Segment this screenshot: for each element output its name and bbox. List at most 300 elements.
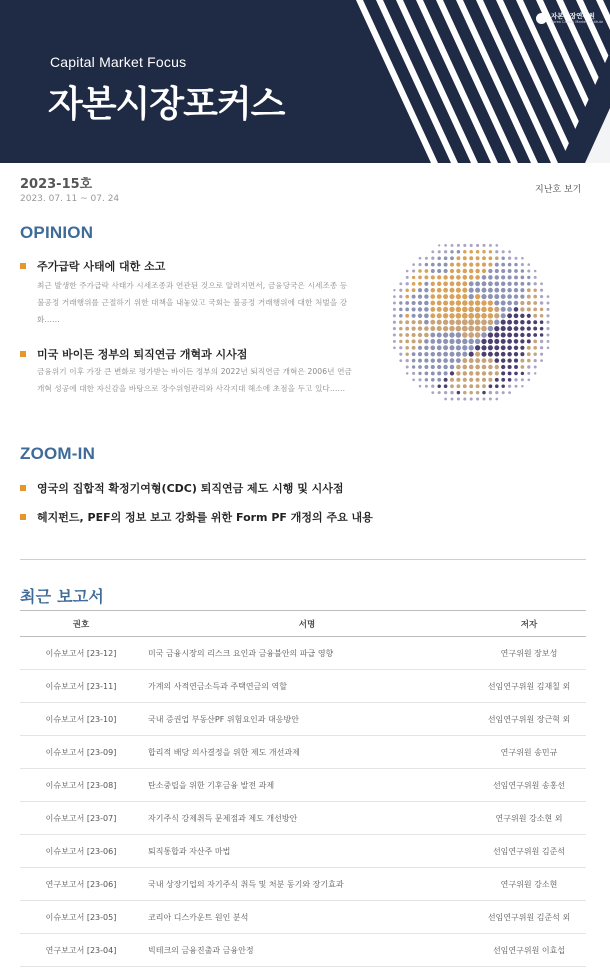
opinion-item-title-1[interactable]: 주가급락 사태에 대한 소고 bbox=[37, 260, 166, 273]
globe-dot bbox=[405, 301, 409, 305]
globe-dot bbox=[462, 326, 468, 332]
globe-dot bbox=[450, 275, 455, 280]
globe-dot bbox=[431, 352, 435, 356]
globe-dot bbox=[502, 250, 505, 253]
globe-dot bbox=[495, 371, 499, 375]
globe-dot bbox=[437, 263, 441, 267]
previous-issue-link[interactable]: 지난호 보기 bbox=[535, 185, 582, 195]
table-row[interactable] bbox=[20, 670, 586, 703]
globe-dot bbox=[463, 244, 466, 247]
globe-dot bbox=[501, 339, 506, 344]
globe-dot bbox=[534, 276, 537, 279]
globe-dot bbox=[468, 332, 474, 338]
globe-dot bbox=[514, 339, 519, 344]
globe-dot bbox=[540, 359, 543, 362]
globe-dot bbox=[393, 314, 396, 317]
globe-dot bbox=[488, 358, 493, 363]
globe-dot bbox=[456, 269, 460, 273]
globe-dot bbox=[462, 358, 467, 363]
globe-dot bbox=[431, 378, 435, 382]
globe-dot bbox=[418, 301, 422, 305]
globe-dot bbox=[508, 371, 512, 375]
globe-dot bbox=[475, 313, 481, 319]
globe-dot bbox=[444, 391, 447, 394]
globe-dot bbox=[468, 326, 474, 332]
globe-dot bbox=[393, 333, 396, 336]
globe-dot bbox=[456, 358, 461, 363]
globe-dot bbox=[507, 345, 512, 350]
globe-dot bbox=[475, 358, 480, 363]
report-number: 연구보고서 [23-06] bbox=[20, 868, 142, 901]
globe-dot bbox=[431, 371, 435, 375]
globe-dot bbox=[462, 365, 467, 370]
globe-dot bbox=[488, 269, 492, 273]
globe-dot bbox=[475, 319, 481, 325]
globe-dot bbox=[456, 263, 460, 267]
globe-dot bbox=[418, 282, 422, 286]
globe-dot bbox=[430, 339, 435, 344]
report-number: 이슈보고서 [23-06] bbox=[20, 835, 142, 868]
globe-dot bbox=[393, 302, 396, 305]
globe-dot bbox=[437, 326, 442, 331]
globe-dot bbox=[469, 365, 474, 370]
table-row[interactable] bbox=[20, 736, 586, 769]
globe-dot bbox=[476, 391, 480, 395]
globe-dot bbox=[418, 320, 422, 324]
globe-dot bbox=[533, 333, 537, 337]
globe-dot bbox=[450, 378, 454, 382]
globe-dot bbox=[412, 352, 416, 356]
report-number: 이슈보고서 [23-10] bbox=[20, 703, 142, 736]
globe-dot bbox=[437, 358, 441, 362]
zoomin-item-title-1[interactable]: 영국의 집합적 확정기여형(CDC) 퇴직연금 제도 시행 및 시사점 bbox=[37, 482, 344, 495]
report-title[interactable]: 가계의 사적연금소득과 주택연금의 역할 bbox=[142, 670, 472, 703]
globe-dot bbox=[405, 295, 409, 299]
bullet-icon bbox=[20, 351, 26, 357]
globe-dot bbox=[475, 352, 480, 357]
globe-dot bbox=[450, 371, 454, 375]
recent-reports-table bbox=[20, 610, 586, 967]
globe-dot bbox=[481, 294, 486, 299]
globe-dot bbox=[527, 339, 531, 343]
opinion-item-title-2[interactable]: 미국 바이든 정부의 퇴직연금 개혁과 시사점 bbox=[37, 348, 248, 361]
globe-dot bbox=[488, 294, 493, 299]
globe-dot bbox=[508, 257, 511, 260]
globe-dot bbox=[418, 359, 422, 363]
globe-dot bbox=[534, 372, 536, 374]
globe-dot bbox=[533, 301, 537, 305]
globe-dot bbox=[450, 384, 454, 388]
globe-dot bbox=[527, 352, 531, 356]
globe-dot bbox=[507, 339, 512, 344]
globe-dot bbox=[521, 263, 524, 266]
globe-dot bbox=[489, 398, 492, 401]
globe-dot bbox=[527, 288, 531, 292]
globe-dot bbox=[501, 352, 506, 357]
globe-dot bbox=[449, 339, 454, 344]
globe-dot bbox=[494, 320, 499, 325]
globe-dot bbox=[437, 384, 440, 387]
globe-dot bbox=[449, 345, 454, 350]
globe-dot bbox=[393, 340, 396, 343]
globe-dot bbox=[482, 269, 486, 273]
report-title[interactable]: 자기주식 강제취득 문제점과 제도 개선방안 bbox=[142, 802, 472, 835]
globe-dot bbox=[450, 256, 454, 260]
table-row[interactable] bbox=[20, 901, 586, 934]
globe-dot bbox=[507, 352, 511, 356]
globe-dot bbox=[514, 346, 518, 350]
globe-dot bbox=[488, 300, 493, 305]
globe-dot bbox=[501, 282, 505, 286]
globe-dot bbox=[482, 391, 485, 394]
globe-dot bbox=[393, 346, 396, 349]
globe-dot bbox=[456, 339, 461, 344]
globe-dot bbox=[514, 301, 519, 306]
globe-dot bbox=[456, 345, 461, 350]
globe-dot bbox=[450, 263, 454, 267]
globe-dot bbox=[430, 301, 435, 306]
newsletter-korean-title: 자본시장포커스 bbox=[48, 84, 285, 125]
globe-dot bbox=[412, 359, 416, 363]
globe-dot bbox=[521, 372, 524, 375]
globe-dot bbox=[443, 332, 448, 337]
globe-dot bbox=[495, 250, 498, 253]
globe-dot bbox=[470, 244, 473, 247]
globe-dot bbox=[393, 308, 396, 311]
globe-dot bbox=[475, 269, 479, 273]
globe-dot bbox=[501, 378, 505, 382]
globe-dot bbox=[424, 359, 428, 363]
globe-dot bbox=[520, 359, 524, 363]
globe-dot bbox=[431, 365, 435, 369]
globe-dot bbox=[399, 301, 402, 304]
globe-dot bbox=[412, 320, 416, 324]
logo-en-text: Korea Capital Market Institute bbox=[551, 19, 604, 24]
globe-dot bbox=[475, 307, 481, 313]
globe-dot bbox=[481, 313, 487, 319]
report-title[interactable]: 국내 증권업 부동산PF 위험요인과 대응방안 bbox=[142, 703, 472, 736]
globe-dot bbox=[469, 263, 473, 267]
globe-dot bbox=[450, 365, 455, 370]
section-divider bbox=[20, 559, 586, 560]
globe-dot bbox=[463, 371, 467, 375]
globe-dot bbox=[521, 257, 524, 260]
globe-dot bbox=[450, 288, 455, 293]
report-title[interactable]: 합리적 배당 의사결정을 위한 제도 개선과제 bbox=[142, 736, 472, 769]
globe-dot bbox=[475, 300, 480, 305]
globe-dot bbox=[507, 294, 512, 299]
table-row[interactable] bbox=[20, 769, 586, 802]
globe-dot bbox=[444, 371, 448, 375]
globe-dot bbox=[533, 327, 537, 331]
globe-dot bbox=[456, 371, 460, 375]
globe-dot bbox=[431, 250, 434, 253]
globe-dot bbox=[521, 365, 525, 369]
globe-dot bbox=[405, 352, 408, 355]
globe-dot bbox=[443, 288, 448, 293]
globe-dot bbox=[514, 333, 519, 338]
globe-dot bbox=[476, 263, 480, 267]
globe-dot bbox=[463, 391, 467, 395]
globe-dot bbox=[399, 295, 402, 298]
globe-dot bbox=[533, 320, 537, 324]
table-row[interactable] bbox=[20, 637, 586, 670]
globe-dot bbox=[476, 250, 480, 254]
globe-dot bbox=[468, 307, 474, 313]
globe-dot bbox=[437, 288, 442, 293]
globe-dot bbox=[540, 346, 543, 349]
globe-dot bbox=[488, 307, 493, 312]
globe-dot bbox=[488, 263, 492, 267]
globe-dot bbox=[521, 269, 524, 272]
globe-dot bbox=[469, 288, 474, 293]
globe-dot bbox=[443, 326, 448, 331]
globe-dot bbox=[481, 345, 486, 350]
globe-dot bbox=[507, 320, 512, 325]
globe-dot bbox=[540, 295, 543, 298]
globe-dot bbox=[501, 275, 505, 279]
globe-dot bbox=[489, 250, 492, 253]
globe-dot bbox=[430, 326, 435, 331]
bullet-icon bbox=[20, 485, 26, 491]
globe-dot bbox=[527, 269, 530, 272]
globe-dot bbox=[443, 313, 448, 318]
globe-dot bbox=[462, 352, 467, 357]
globe-dot bbox=[495, 263, 499, 267]
table-row[interactable] bbox=[20, 835, 586, 868]
globe-dot bbox=[514, 326, 519, 331]
globe-dot bbox=[494, 352, 499, 357]
issue-info bbox=[20, 173, 119, 204]
globe-dot bbox=[520, 288, 524, 292]
globe-dot bbox=[514, 352, 518, 356]
institute-logo[interactable] bbox=[536, 13, 603, 24]
globe-dot bbox=[450, 358, 455, 363]
globe-dot bbox=[449, 307, 454, 312]
report-author: 연구위원 장보성 bbox=[472, 637, 586, 670]
globe-dot bbox=[527, 365, 530, 368]
globe-dot bbox=[476, 384, 480, 388]
globe-dot bbox=[463, 250, 467, 254]
globe-dot bbox=[430, 307, 435, 312]
globe-dot bbox=[481, 300, 486, 305]
column-header-number: 권호 bbox=[20, 611, 142, 637]
globe-dot bbox=[443, 300, 448, 305]
globe-dot bbox=[443, 339, 448, 344]
globe-dot bbox=[488, 371, 492, 375]
table-row[interactable] bbox=[20, 802, 586, 835]
globe-dot bbox=[507, 282, 511, 286]
zoomin-item-title-2[interactable]: 헤지펀드, PEF의 정보 보고 강화를 위한 Form PF 개정의 주요 내용 bbox=[37, 511, 373, 524]
globe-dot bbox=[475, 288, 480, 293]
globe-dot bbox=[405, 327, 409, 331]
globe-dot bbox=[463, 378, 467, 382]
globe-dot bbox=[534, 366, 537, 369]
globe-dot bbox=[527, 372, 530, 375]
globe-dot bbox=[527, 282, 531, 286]
globe-dot bbox=[469, 391, 473, 395]
globe-dot bbox=[412, 295, 416, 299]
globe-dot bbox=[494, 307, 499, 312]
table-row[interactable] bbox=[20, 868, 586, 901]
globe-dot bbox=[534, 359, 537, 362]
globe-dot bbox=[514, 263, 517, 266]
globe-dot bbox=[462, 319, 468, 325]
globe-dot bbox=[412, 263, 415, 266]
globe-dot bbox=[425, 378, 428, 381]
globe-dot bbox=[540, 314, 544, 318]
globe-dot bbox=[475, 339, 480, 344]
globe-dot bbox=[481, 307, 487, 313]
globe-dot bbox=[406, 372, 409, 375]
globe-dot bbox=[521, 276, 525, 280]
globe-dot bbox=[449, 300, 454, 305]
opinion-item-body-1: 최근 발생한 주가급락 사태가 시세조종과 연관된 것으로 알려지면서, 금융당국은 시세조종 등 불공정 거래행위를 근절하기 위한 대책을 내놓았고 국회는 불공정 거래행위에 대한 처벌을 강화…… bbox=[37, 281, 348, 324]
globe-dot bbox=[406, 270, 409, 273]
globe-dot bbox=[508, 378, 512, 382]
globe-dot bbox=[489, 244, 492, 247]
globe-dot bbox=[450, 352, 455, 357]
report-title[interactable]: 코리아 디스카운트 원인 분석 bbox=[142, 901, 472, 934]
globe-dot bbox=[489, 391, 492, 394]
globe-dot bbox=[469, 269, 473, 273]
report-title[interactable]: 탄소중립을 위한 기후금융 발전 과제 bbox=[142, 769, 472, 802]
globe-dot bbox=[508, 391, 511, 394]
globe-dot bbox=[514, 269, 518, 273]
globe-dot bbox=[443, 352, 448, 357]
globe-dot bbox=[399, 359, 402, 362]
globe-dot bbox=[444, 384, 448, 388]
globe-dot bbox=[424, 326, 429, 331]
globe-dot bbox=[501, 313, 506, 318]
header-banner bbox=[0, 0, 610, 163]
globe-dot bbox=[437, 301, 442, 306]
globe-dot bbox=[419, 257, 422, 260]
report-title[interactable]: 퇴직통합과 자산주 마법 bbox=[142, 835, 472, 868]
globe-dot bbox=[456, 313, 462, 319]
globe-dot bbox=[469, 384, 473, 388]
globe-dot bbox=[425, 385, 428, 388]
globe-dot bbox=[393, 295, 396, 298]
column-header-author: 저자 bbox=[472, 611, 586, 637]
globe-dot bbox=[456, 332, 462, 338]
globe-dot bbox=[482, 358, 487, 363]
globe-dot bbox=[507, 313, 512, 318]
globe-dot bbox=[482, 384, 486, 388]
globe-dot bbox=[462, 288, 467, 293]
globe-dot bbox=[469, 256, 473, 260]
globe-dot bbox=[437, 269, 441, 273]
globe-dot bbox=[482, 256, 486, 260]
globe-dot bbox=[514, 313, 519, 318]
globe-dot bbox=[399, 346, 402, 349]
report-number: 이슈보고서 [23-08] bbox=[20, 769, 142, 802]
globe-dot bbox=[481, 326, 487, 332]
globe-dot bbox=[431, 263, 435, 267]
globe-dot bbox=[501, 256, 504, 259]
globe-dot bbox=[457, 398, 460, 401]
globe-dot bbox=[468, 300, 474, 306]
globe-dot bbox=[405, 346, 409, 350]
globe-dot bbox=[514, 282, 518, 286]
globe-dot bbox=[424, 301, 429, 306]
globe-dot bbox=[462, 345, 467, 350]
globe-dot bbox=[533, 352, 536, 355]
globe-dot bbox=[514, 288, 518, 292]
globe-dot bbox=[481, 339, 486, 344]
globe-dot bbox=[533, 295, 537, 299]
globe-dot bbox=[444, 263, 448, 267]
globe-dot bbox=[456, 365, 461, 370]
globe-dot bbox=[481, 352, 486, 357]
globe-dot bbox=[449, 294, 454, 299]
globe-dot bbox=[501, 326, 506, 331]
globe-dot bbox=[443, 294, 448, 299]
globe-dot bbox=[488, 352, 493, 357]
globe-dot bbox=[495, 398, 498, 401]
globe-dot bbox=[494, 339, 499, 344]
globe-dot bbox=[520, 339, 524, 343]
globe-dot bbox=[501, 263, 505, 267]
globe-dot bbox=[488, 275, 493, 280]
globe-dot bbox=[514, 307, 519, 312]
globe-dot bbox=[406, 366, 409, 369]
globe-dot bbox=[488, 281, 493, 286]
globe-dot bbox=[540, 320, 544, 324]
globe-dot bbox=[456, 281, 461, 286]
globe-dot bbox=[501, 320, 506, 325]
globe-dot bbox=[488, 326, 493, 331]
globe-dot bbox=[405, 307, 409, 311]
globe-dot bbox=[495, 391, 498, 394]
globe-dot bbox=[514, 275, 518, 279]
report-title[interactable]: 국내 상장기업의 자기주식 취득 및 처분 동기와 장기효과 bbox=[142, 868, 472, 901]
globe-dot bbox=[399, 340, 402, 343]
globe-dot bbox=[412, 378, 415, 381]
globe-dot bbox=[430, 294, 435, 299]
globe-dot bbox=[424, 333, 429, 338]
globe-dot bbox=[527, 333, 531, 337]
globe-dot bbox=[412, 288, 416, 292]
globe-dot bbox=[540, 333, 543, 336]
globe-dot bbox=[444, 244, 447, 247]
globe-dot bbox=[457, 250, 461, 254]
globe-dot bbox=[437, 365, 441, 369]
globe-dot bbox=[399, 327, 403, 331]
globe-dot bbox=[424, 346, 428, 350]
recent-reports-heading: 최근 보고서 bbox=[20, 587, 105, 606]
globe-dot bbox=[456, 307, 462, 313]
table-row[interactable] bbox=[20, 703, 586, 736]
globe-dot bbox=[489, 256, 493, 260]
globe-dot bbox=[412, 307, 416, 311]
report-title[interactable]: 빅테크의 금융진출과 금융안정 bbox=[142, 934, 472, 967]
globe-dot bbox=[462, 332, 468, 338]
globe-dot bbox=[527, 263, 530, 266]
globe-dot bbox=[495, 256, 499, 260]
globe-dot bbox=[527, 276, 530, 279]
table-row[interactable] bbox=[20, 934, 586, 967]
globe-dot bbox=[488, 319, 493, 324]
report-number: 이슈보고서 [23-11] bbox=[20, 670, 142, 703]
globe-dot bbox=[501, 288, 506, 293]
globe-dot bbox=[494, 332, 499, 337]
globe-dot bbox=[494, 300, 499, 305]
globe-dot bbox=[456, 326, 462, 332]
globe-dot bbox=[425, 257, 428, 260]
globe-dot bbox=[463, 263, 467, 267]
report-title[interactable]: 미국 금융시장의 리스크 요인과 금융불안의 파급 영향 bbox=[142, 637, 472, 670]
